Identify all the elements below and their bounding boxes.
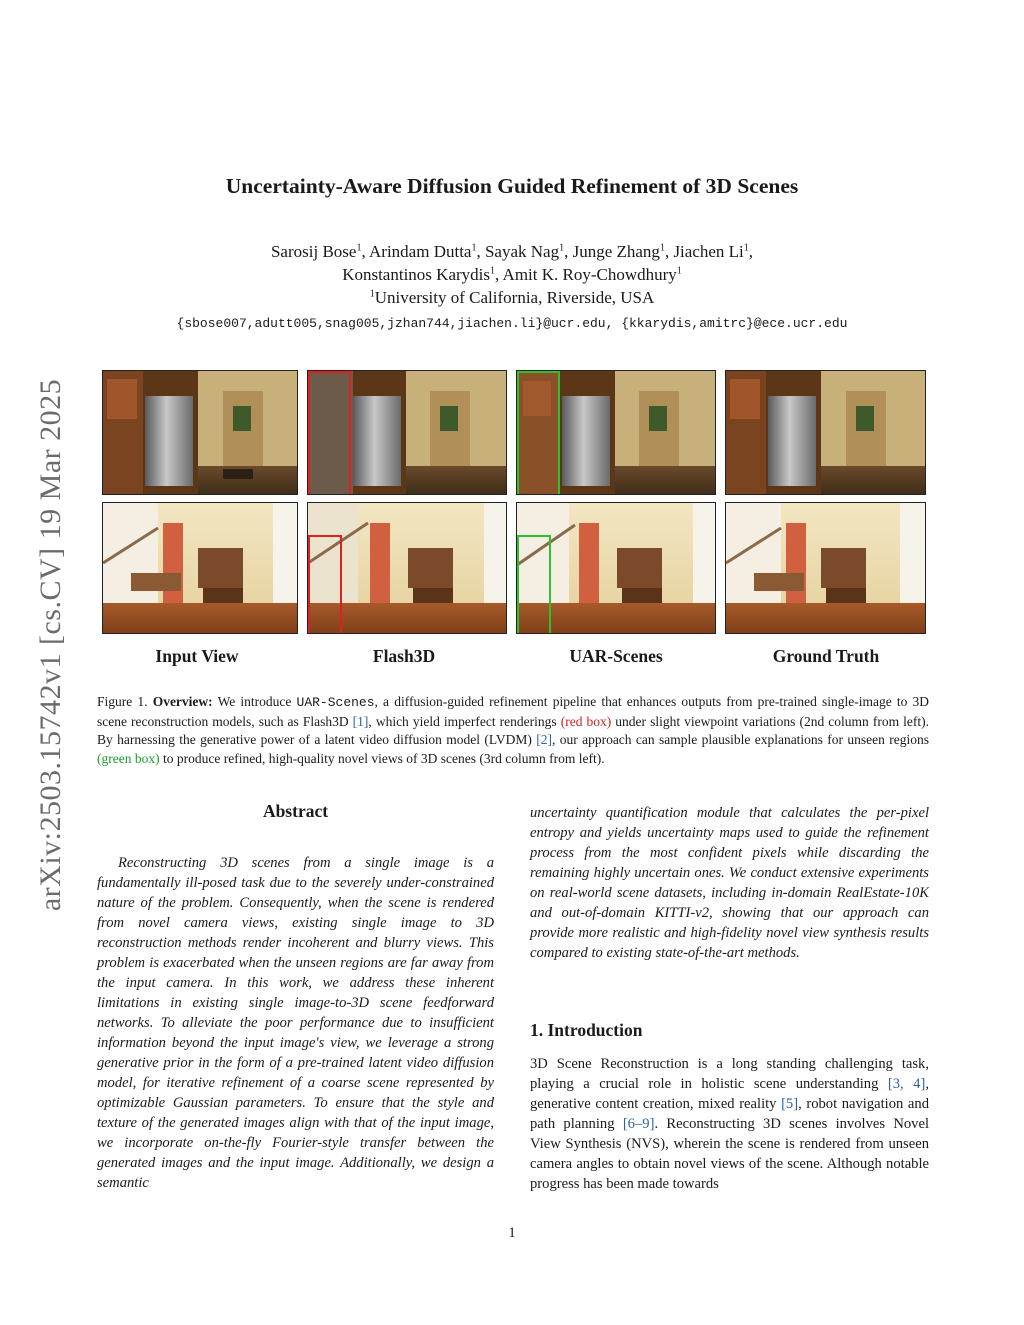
authors-line-1: [0, 240, 1024, 263]
arxiv-id: arXiv:2503.15742v1 [cs.CV] 19 Mar 2025: [34, 378, 67, 912]
author-sup: 1: [471, 242, 477, 254]
author-sup: 1: [676, 265, 682, 277]
kitchen-scene: [103, 371, 298, 495]
abstract-text-left: Reconstructing 3D scenes from a single image is a fundamentally ill-posed task due to the severely under-constrained nature of the problem. Consequently, when the scene is rendered from novel camera views, existing single image to 3D reconstruction methods render incoherent and blurry views. This problem is exacerbated when the unseen regions are far away from the input camera. In this work, we address these inherent limitations in existing single image-to-3D scene feedforward networks. To alleviate the poor performance due to insufficient information beyond the input image's view, we leverage a strong generative prior in the form of a pre-trained latent video diffusion model, for iterative refinement of a coarse scene represented by optimizable Gaussian parameters. To ensure that the style and texture of the generated images align with that of the input image, we incorporate on-the-fly Fourier-style transfer between the generated images and the input image. Additionally, we design a semantic: [97, 855, 494, 1191]
arxiv-sidebar: [30, 350, 72, 940]
figure-image-input-view-kitchen: [102, 370, 298, 495]
author-sup: 1: [743, 242, 749, 254]
introduction-heading: 1. Introduction: [530, 1020, 643, 1040]
author-sup: 1: [559, 242, 565, 254]
author-name: Jiachen Li: [673, 242, 744, 261]
citation-link[interactable]: [3, 4]: [887, 1076, 926, 1092]
caption-text: , our approach can sample plausible explanations for unseen regions: [551, 732, 929, 747]
caption-text: to produce refined, high-quality novel views of 3D scenes (3rd column from left).: [159, 750, 605, 766]
citation-link[interactable]: [5]: [781, 1096, 799, 1112]
kitchen-scene: [726, 371, 926, 495]
caption-text: , a diffusion-guided refinement pipeline that enhances outputs from pre-trained single-image to 3D scene reconstruction models, such as Flash3D: [97, 694, 930, 729]
figure-image-ground-truth-dining: [725, 502, 926, 634]
caption-bold-lead: Overview:: [152, 694, 213, 709]
page-number: 1: [508, 1225, 516, 1241]
figure-image-flash3d-dining: [307, 502, 507, 634]
green-box-label: (green box): [97, 750, 160, 766]
introduction-text: [530, 1054, 929, 1194]
figure-caption: [97, 693, 929, 768]
intro-text: , robot navigation and path planning: [530, 1096, 929, 1132]
column-label-flash3d: Flash3D: [372, 646, 436, 666]
method-name: UAR-Scenes: [296, 695, 375, 710]
red-box-label: (red box): [560, 713, 612, 729]
author-sep: ,: [361, 242, 370, 261]
affiliation: [0, 286, 1024, 309]
author-name: Arindam Dutta: [369, 242, 472, 261]
author-name: Konstantinos Karydis: [342, 265, 490, 284]
author-name: Junge Zhang: [572, 242, 660, 261]
figure-image-flash3d-kitchen: [307, 370, 507, 495]
author-sep: ,: [494, 265, 503, 284]
author-sep: ,: [748, 242, 754, 261]
figure-image-input-view-dining: [102, 502, 298, 634]
dining-scene: [726, 503, 926, 634]
citation-link[interactable]: [1]: [352, 713, 369, 729]
column-label-uar-scenes: UAR-Scenes: [569, 646, 663, 666]
author-sep: ,: [476, 242, 485, 261]
author-sup: 1: [489, 265, 495, 277]
affiliation-sup: 1: [369, 288, 375, 300]
author-name: Amit K. Roy-Chowdhury: [502, 265, 677, 284]
author-name: Sayak Nag: [484, 242, 560, 261]
author-sup: 1: [659, 242, 665, 254]
paper-title: Uncertainty-Aware Diffusion Guided Refinement of 3D Scenes: [225, 174, 799, 198]
citation-link[interactable]: [6–9]: [622, 1116, 655, 1132]
abstract-text-right: uncertainty quantification module that calculates the per-pixel entropy and yields uncertainty maps used to guide the refinement process from the most confident pixels while discarding the remaining highly uncertain ones. We conduct extensive experiments on real-world scene datasets, including in-domain RealEstate-10K and out-of-domain KITTI-v2, showing that our approach can provide more realistic and high-fidelity novel view synthesis results compared to existing state-of-the-art methods.: [530, 805, 929, 961]
caption-text: , which yield imperfect renderings: [368, 713, 561, 729]
abstract-heading: Abstract: [262, 801, 329, 821]
column-label-ground-truth: Ground Truth: [772, 646, 880, 666]
caption-text: under slight viewpoint variations (2nd column from left). By harnessing the generative power of a latent video diffusion model (LVDM): [97, 713, 929, 747]
citation-link[interactable]: [2]: [536, 732, 552, 747]
red-highlight-box: [308, 371, 351, 495]
dining-scene: [103, 503, 298, 634]
author-sup: 1: [356, 242, 362, 254]
intro-text: . Reconstructing 3D scenes involves Novel View Synthesis (NVS), wherein the scene is rendered from unseen camera angles to obtain novel views of the scene. Although notable progress has been made towards: [530, 1116, 929, 1192]
author-emails: {sbose007,adutt005,snag005,jzhan744,jiachen.li}@ucr.edu, {kkarydis,amitrc}@ece.ucr.edu: [176, 316, 848, 331]
affiliation-text: University of California, Riverside, USA: [374, 288, 655, 307]
column-label-input-view: Input View: [155, 646, 239, 666]
caption-label: Figure 1.: [97, 694, 148, 709]
author-sep: ,: [564, 242, 573, 261]
authors-line-2: [0, 263, 1024, 286]
author-block: [0, 240, 1024, 309]
red-highlight-box: [308, 535, 342, 634]
figure-image-ground-truth-kitchen: [725, 370, 926, 495]
figure-image-uar-scenes-kitchen: [516, 370, 716, 495]
green-highlight-box: [517, 535, 551, 634]
caption-text: We introduce: [212, 694, 297, 709]
author-sep: ,: [664, 242, 674, 261]
intro-text: 3D Scene Reconstruction is a long standing challenging task, playing a crucial role in holistic scene understanding: [530, 1056, 929, 1092]
green-highlight-box: [517, 371, 560, 495]
figure-image-uar-scenes-dining: [516, 502, 716, 634]
intro-text: , generative content creation, mixed reality: [530, 1076, 929, 1112]
author-name: Sarosij Bose: [270, 242, 357, 261]
